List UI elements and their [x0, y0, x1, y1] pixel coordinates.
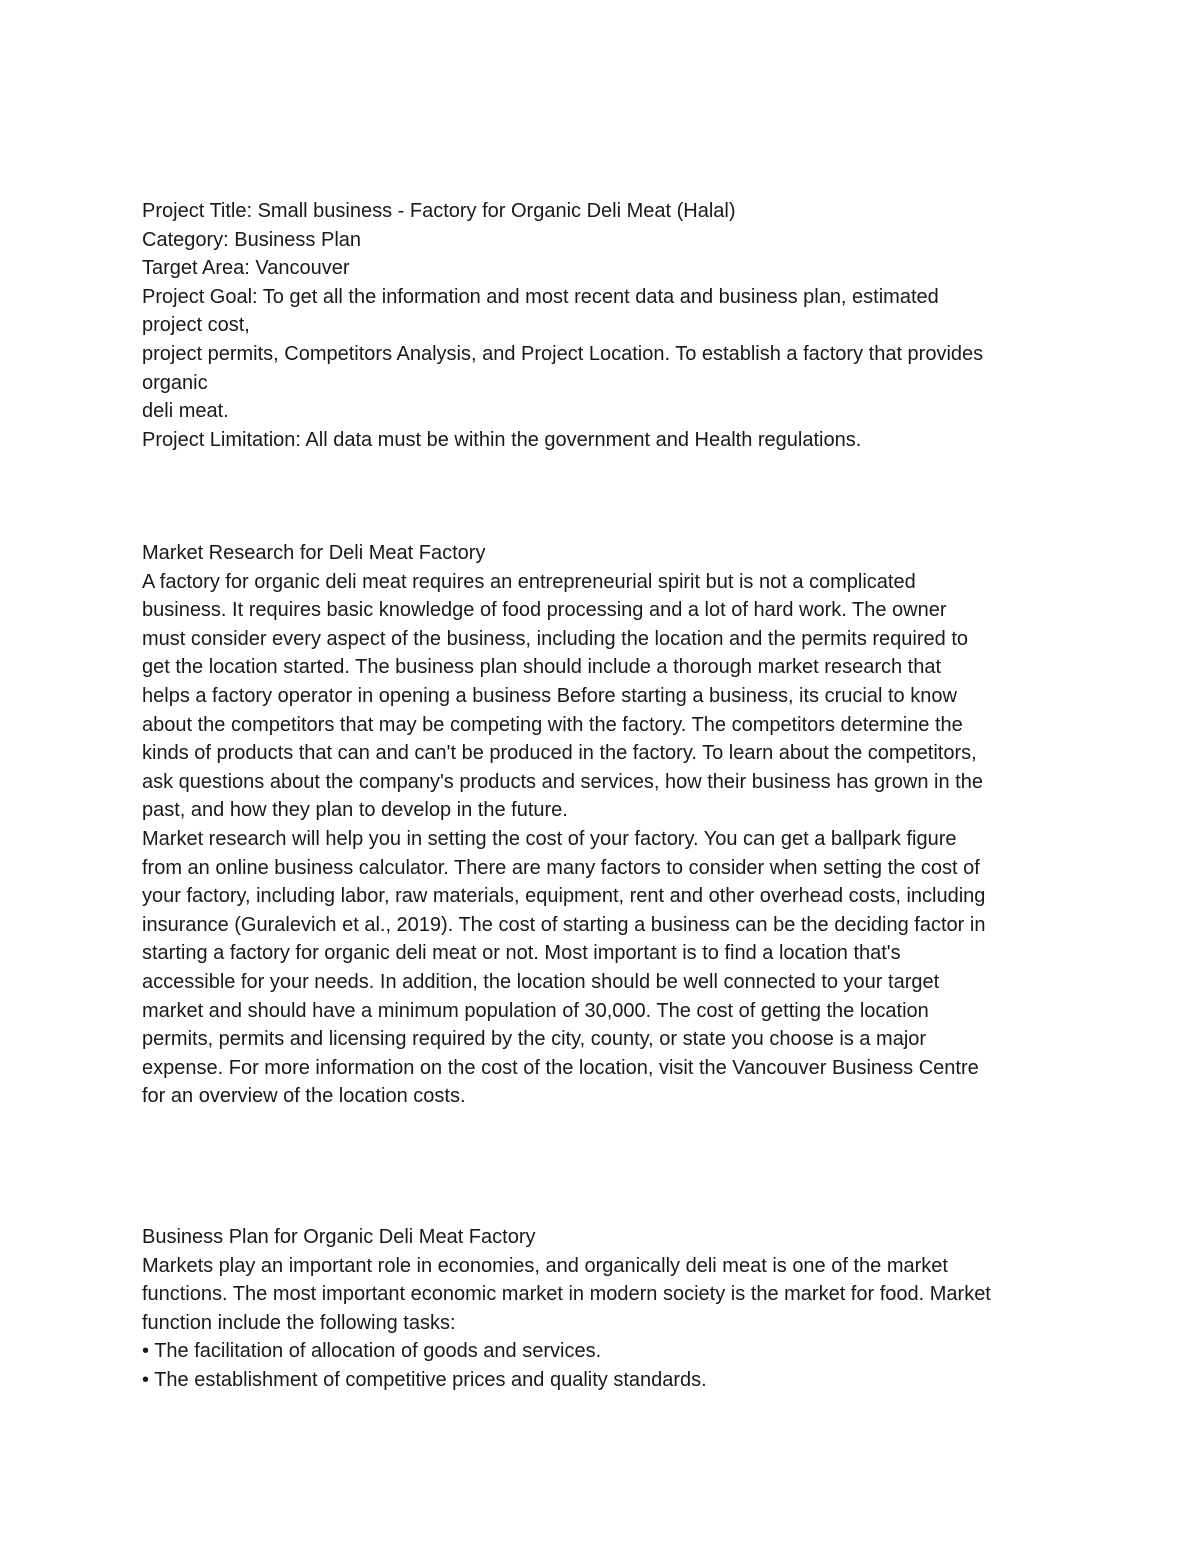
paragraph-line: must consider every aspect of the business, including the location and the permits required to [142, 627, 969, 650]
project-goal-line: organic [142, 371, 208, 394]
bullet-item: • The establishment of competitive prices and quality standards. [142, 1368, 707, 1391]
paragraph-line: past, and how they plan to develop in the future. [142, 799, 568, 822]
project-goal-line: project permits, Competitors Analysis, and Project Location. To establish a factory that provides [142, 342, 984, 365]
paragraph-line: Markets play an important role in economies, and organically deli meat is one of the market [142, 1254, 948, 1277]
section-heading: Business Plan for Organic Deli Meat Factory [142, 1226, 536, 1248]
section-heading: Market Research for Deli Meat Factory [142, 542, 486, 564]
paragraph-line: kinds of products that can and can't be produced in the factory. To learn about the competitors, [142, 742, 977, 765]
paragraph-line: insurance (Guralevich et al., 2019). The cost of starting a business can be the deciding factor in [142, 913, 986, 936]
paragraph-line: expense. For more information on the cost of the location, visit the Vancouver Business Centre [142, 1056, 979, 1079]
project-limitation-line: Project Limitation: All data must be within the government and Health regulations. [142, 428, 862, 451]
market-research-section [142, 539, 1072, 1111]
project-header [142, 197, 1072, 454]
paragraph-line: helps a factory operator in opening a business Before starting a business, its crucial to know [142, 684, 957, 707]
paragraph-line: Market research will help you in setting the cost of your factory. You can get a ballpark figure [142, 827, 957, 850]
paragraph-line: from an online business calculator. There are many factors to consider when setting the cost of [142, 856, 980, 879]
target-area-line: Target Area: Vancouver [142, 257, 350, 280]
paragraph-line: market and should have a minimum population of 30,000. The cost of getting the location [142, 999, 929, 1022]
project-title-line: Project Title: Small business - Factory for Organic Deli Meat (Halal) [142, 200, 736, 222]
project-goal-line: deli meat. [142, 400, 229, 423]
project-goal-line: Project Goal: To get all the information and most recent data and business plan, estimated [142, 285, 939, 308]
paragraph-line: ask questions about the company's products and services, how their business has grown in the [142, 770, 983, 793]
paragraph-line: A factory for organic deli meat requires an entrepreneurial spirit but is not a complicated [142, 570, 916, 593]
paragraph-line: business. It requires basic knowledge of food processing and a lot of hard work. The owner [142, 599, 947, 622]
paragraph-line: for an overview of the location costs. [142, 1085, 466, 1108]
bullet-item: • The facilitation of allocation of goods and services. [142, 1340, 602, 1363]
paragraph-line: starting a factory for organic deli meat or not. Most important is to find a location that's [142, 942, 901, 965]
paragraph-line: about the competitors that may be competing with the factory. The competitors determine the [142, 713, 963, 736]
paragraph-line: functions. The most important economic market in modern society is the market for food. Market [142, 1283, 991, 1306]
business-plan-section [142, 1223, 1072, 1395]
paragraph-line: get the location started. The business plan should include a thorough market research that [142, 656, 942, 679]
paragraph-line: accessible for your needs. In addition, the location should be well connected to your target [142, 970, 940, 993]
paragraph-line: your factory, including labor, raw materials, equipment, rent and other overhead costs, including [142, 885, 986, 908]
project-goal-line: project cost, [142, 314, 250, 337]
paragraph-line: permits, permits and licensing required by the city, county, or state you choose is a major [142, 1028, 927, 1051]
paragraph-line: function include the following tasks: [142, 1311, 456, 1334]
category-line: Category: Business Plan [142, 228, 362, 251]
